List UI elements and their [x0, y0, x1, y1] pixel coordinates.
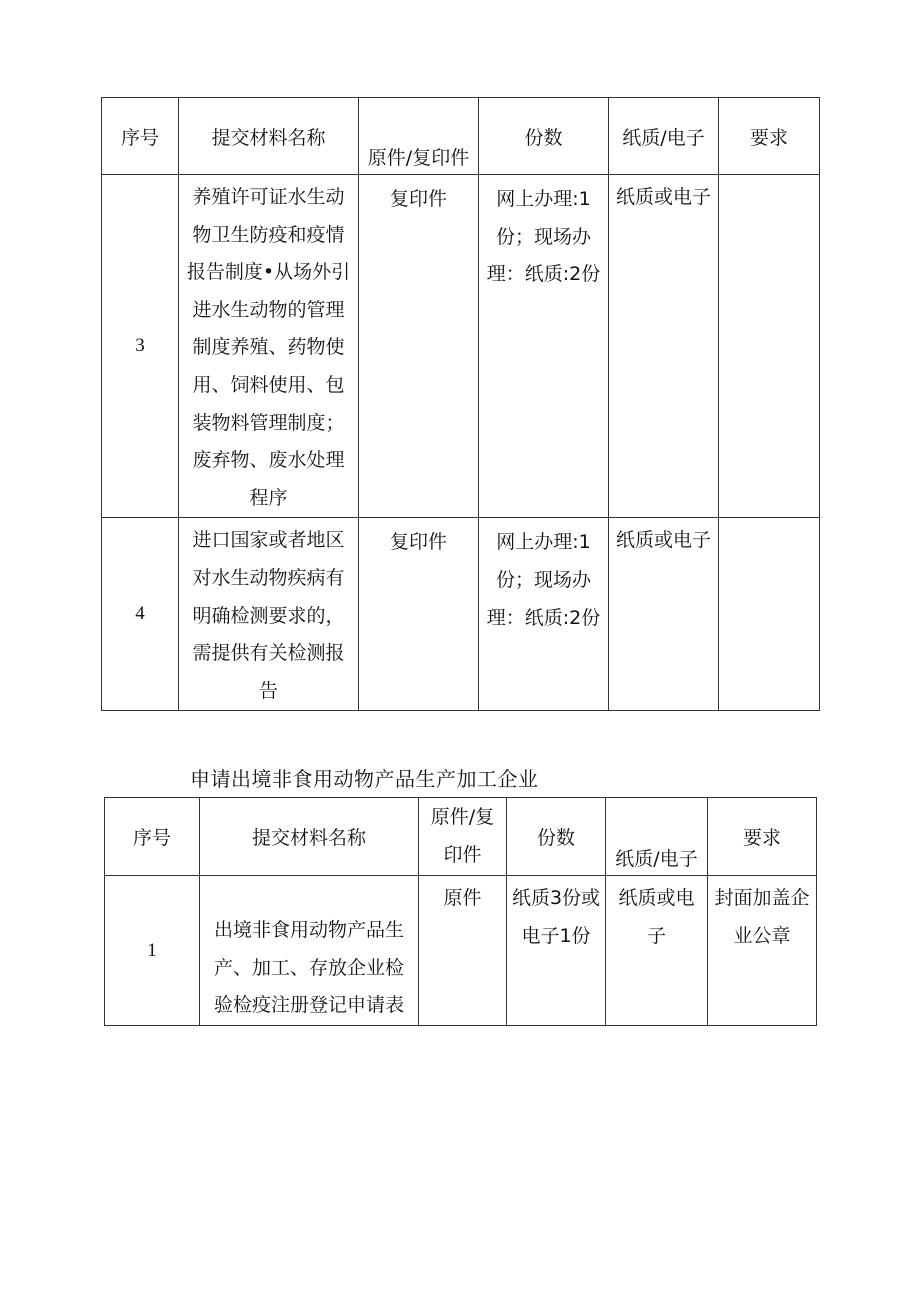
row-seq: 3: [102, 175, 179, 518]
material-name-line: 对水生动物疾病有: [192, 566, 345, 589]
header-medium: 纸质/电子: [609, 98, 719, 175]
row-medium: 纸质或电子: [609, 518, 719, 711]
material-name-line: 报告制度•从场外引: [186, 261, 351, 284]
copies-line: 网上办理:1: [496, 188, 591, 210]
material-name-line: 需提供有关检测报: [192, 642, 345, 665]
copies-line: 纸质3份或: [511, 887, 601, 909]
material-name-line: 出境非食用动物产品生: [213, 919, 404, 942]
table-row: [102, 518, 820, 711]
copies-line: 份；现场办: [495, 568, 591, 591]
material-name-line: 养殖许可证水生动: [192, 186, 345, 208]
material-name-line: 明确检测要求的，: [192, 604, 345, 627]
material-name-line: 制度养殖、药物使: [192, 336, 345, 359]
header-seq: 序号: [102, 98, 179, 175]
row-medium: 纸质或电子: [609, 175, 719, 518]
header-seq: 序号: [105, 798, 200, 876]
materials-table-2: [104, 797, 817, 1026]
row-copies: [479, 175, 609, 518]
material-name-line: 产、加工、存放企业检: [213, 956, 404, 979]
header-material-name: 提交材料名称: [200, 798, 419, 876]
table-row: [105, 876, 817, 1026]
material-name-line: 物卫生防疫和疫情: [192, 223, 345, 246]
material-name-line: 告: [258, 679, 278, 702]
materials-table-1: [101, 97, 820, 711]
row-copies: [479, 518, 609, 711]
header-original-line: 原件/复: [430, 805, 495, 828]
medium-line: 子: [646, 924, 666, 947]
header-material-name: 提交材料名称: [179, 98, 359, 175]
row-medium: [606, 876, 708, 1026]
row-requirement: [719, 175, 820, 518]
header-requirement: 要求: [708, 798, 817, 876]
copies-line: 理：纸质:2份: [486, 263, 601, 286]
copies-line: 理：纸质:2份: [486, 606, 601, 629]
header-requirement: 要求: [719, 98, 820, 175]
material-name-line: 装物料管理制度；: [192, 411, 345, 434]
row-requirement: [719, 518, 820, 711]
row-copies: [507, 876, 606, 1026]
row-material-name: [179, 175, 359, 518]
header-copies: 份数: [507, 798, 606, 876]
material-name-line: 进水生动物的管理: [192, 298, 345, 321]
copies-line: 网上办理:1: [496, 531, 591, 554]
header-original-copy: 原件/复印件: [359, 98, 479, 175]
header-copies: 份数: [479, 98, 609, 175]
copies-line: 份；现场办: [495, 225, 591, 248]
row-requirement: [708, 876, 817, 1026]
medium-line: 纸质或电: [618, 887, 695, 909]
table-header-row: [105, 798, 817, 876]
requirement-line: 业公章: [733, 924, 791, 947]
header-original-line: 印件: [443, 843, 482, 866]
row-seq: 1: [105, 876, 200, 1026]
material-name-line: 进口国家或者地区: [192, 529, 345, 552]
row-material-name: [200, 876, 419, 1026]
material-name-line: 程序: [249, 486, 288, 509]
section-title: 申请出境非食用动物产品生产加工企业: [190, 767, 539, 791]
requirement-line: 封面加盖企: [714, 887, 810, 909]
table-row: [102, 175, 820, 518]
row-seq: 4: [102, 518, 179, 711]
row-original-copy: 复印件: [359, 518, 479, 711]
copies-line: 电子1份: [521, 924, 591, 947]
row-original-copy: 复印件: [359, 175, 479, 518]
table-header-row: [102, 98, 820, 175]
material-name-line: 用、饲料使用、包: [192, 373, 345, 396]
row-original-copy: 原件: [419, 876, 507, 1026]
header-original-copy: [419, 798, 507, 876]
row-material-name: [179, 518, 359, 711]
header-medium: 纸质/电子: [606, 798, 708, 876]
material-name-line: 验检疫注册登记申请表: [213, 994, 404, 1017]
material-name-line: 废弃物、废水处理: [192, 449, 345, 472]
